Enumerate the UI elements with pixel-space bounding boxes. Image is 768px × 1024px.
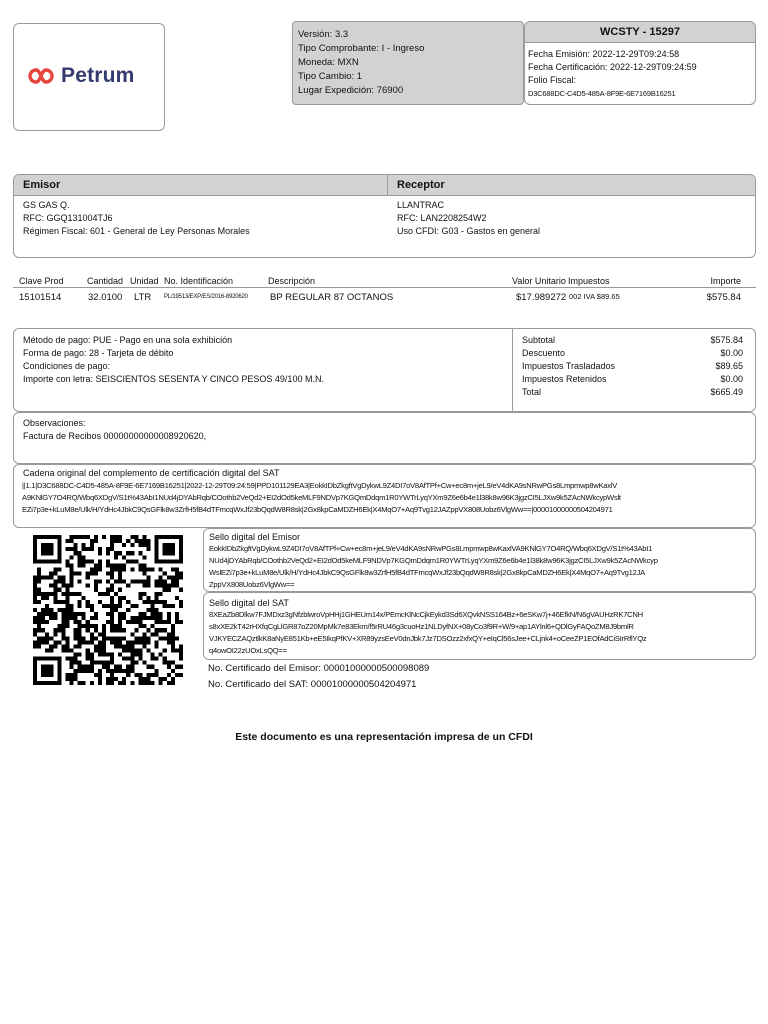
metodo-pago: Método de pago: PUE - Pago en una sola exhibición: [23, 335, 233, 345]
receptor-heading: Receptor: [397, 179, 445, 191]
fecha-certificacion: Fecha Certificación: 2022-12-29T09:24:59: [528, 62, 697, 72]
parties-divider: [387, 175, 388, 195]
moneda: Moneda: MXN: [298, 57, 359, 68]
row-impuestos: 002 IVA $89.65: [569, 292, 620, 301]
lugar-expedicion: Lugar Expedición: 76900: [298, 85, 404, 96]
total-label: Total: [522, 387, 542, 397]
col-cantidad: Cantidad: [87, 276, 124, 286]
folio-fiscal-uuid: D3C688DC-C4D5-485A-8F9E-6E7169B16251: [528, 89, 676, 98]
qr-code: [33, 535, 183, 685]
petrum-logo-icon: [24, 66, 58, 86]
emisor-heading: Emisor: [23, 179, 61, 191]
row-cantidad: 32.0100: [88, 292, 123, 303]
tipo-cambio: Tipo Cambio: 1: [298, 71, 363, 82]
emisor-rfc: RFC: GGQ131004TJ6: [23, 213, 113, 223]
sello-emisor-line: WslEZi7p3e+kLuM8e/Ulk/H/YdHc4JbkC9QsGFlk8w3ZrfH5fB4dTFmcqWxJf23bQqdW8R8sk|2Gx8kpCaMDZH6Ek|X4MqO7+Aq9Tvg12JA: [209, 568, 645, 577]
folio-box: [524, 21, 756, 105]
cadena-original-line: ||1.1|D3C688DC-C4D5-485A-8F9E-6E7169B16251|2022-12-29T09:24:59|PPD101129EA3|EokkIDbZkgftVgDykwL9Z4DI7oV8AfTPf+Cw+ec8m+jeL9/eV4dKA9sNRwPGs8Lmpmwp8wKaxlV: [22, 481, 618, 490]
observaciones-label: Observaciones:: [23, 418, 86, 428]
col-unidad: Unidad: [130, 276, 159, 286]
cadena-original-line: EZi7p3e+kLuM8e/Ulk/H/YdHc4JbkC9QsGFlk8w3ZrfH5fB4dTFmcqWxJf23bQqdW8R8sk|2Gx8kpCaMDZH6Ek|X4MqO7+Aq9Tvg12JAZppVX808Uobz6VlgWw==|00001000000504204971: [22, 505, 613, 514]
col-clave: Clave Prod: [19, 276, 64, 286]
row-clave: 15101514: [19, 292, 62, 303]
payment-box: [13, 328, 756, 412]
parties-box: [13, 174, 756, 258]
cadena-original-line: A9KNlGY7O4RQ/Wbq6XDgV/S1t%43AbI1NUd4jDYAbRqb/COothb2VeQd2+EI2dOd5keMLF9NDVp7KGQmDdqm1R0YWTrLyqYXm9Z6e6b4e1l38k8w96K3jgzCI5LJXw9k5ZAcNWkcypWslt: [22, 493, 621, 502]
emisor-regimen: Régimen Fiscal: 601 - General de Ley Personas Morales: [23, 226, 250, 236]
receptor-uso-cfdi: Uso CFDI: G03 - Gastos en general: [397, 226, 541, 236]
col-importe: Importe: [710, 276, 741, 286]
row-importe: $575.84: [706, 292, 741, 303]
parties-header: [14, 175, 755, 196]
sello-sat-label: Sello digital del SAT: [209, 598, 289, 608]
folio-fiscal-label: Folio Fiscal:: [528, 75, 577, 85]
importe-con-letra: Importe con letra: SEISCIENTOS SESENTA Y CINCO PESOS 49/100 M.N.: [23, 374, 324, 384]
col-descripcion: Descripción: [268, 276, 316, 286]
cadena-original-label: Cadena original del complemento de certificación digital del SAT: [23, 468, 280, 478]
condiciones-pago: Condiciones de pago:: [23, 361, 111, 371]
sello-emisor-label: Sello digital del Emisor: [209, 532, 301, 542]
sello-emisor-line: NUd4jDYAbRqb/COothb2VeQd2+EI2dOd5keMLF9NDVp7KGQmDdqm1R0YWTrLyqYXm9Z6e6b4e1l38k8w96K3jgzCI5LJXw9k5ZAcNWkcyp: [209, 556, 658, 565]
brand-name: Petrum: [61, 64, 135, 87]
sello-sat-line: q4owOI22zUOxLsQQ==: [209, 646, 287, 655]
fecha-emision: Fecha Emisión: 2022-12-29T09:24:58: [528, 49, 680, 59]
sello-sat-box: [203, 592, 756, 660]
logo-box: [13, 23, 165, 131]
impuestos-trasladados-value: $89.65: [715, 361, 743, 371]
impuestos-retenidos-value: $0.00: [720, 374, 743, 384]
descuento-value: $0.00: [720, 348, 743, 358]
impuestos-retenidos-label: Impuestos Retenidos: [522, 374, 607, 384]
forma-pago: Forma de pago: 28 - Tarjeta de débito: [23, 348, 174, 358]
sello-emisor-line: ZppVX808Uobz6VlgWw==: [209, 580, 295, 589]
receptor-rfc: RFC: LAN2208254W2: [397, 213, 487, 223]
total-value: $665.49: [710, 387, 743, 397]
cadena-original-box: [13, 464, 756, 528]
emisor-nombre: GS GAS Q.: [23, 200, 70, 210]
qr-modules: [33, 535, 183, 685]
sello-sat-line: s8xXE2kT42rHXfqCgLlGR87oZ20MpMk7e83Ekm/f5rRU46g3cuoHz1NLDyfNX+08yCo3f9R+W/9+ap1AYlnl6+QDlGyFAQoZM8J9bmlR: [209, 622, 634, 631]
observaciones-box: [13, 412, 756, 464]
row-unidad: LTR: [134, 292, 152, 303]
tipo-comprobante: Tipo Comprobante: I - Ingreso: [298, 43, 425, 54]
row-identificacion: PL/19513/EXP/ES/2016-8920620: [164, 294, 248, 300]
sello-sat-line: VJKYECZAQztlkK8aNyE851Kb+eE5IkqPfKV+XR89yzsEeV0dnJbk7Jz7DSOzz2xfxQY+eIqCl56sJee+CLjnk4+oCeeZP1EOfAdCiSIrRflYQz: [209, 634, 647, 643]
subtotal-value: $575.84: [710, 335, 743, 345]
row-descripcion: BP REGULAR 87 OCTANOS: [270, 292, 394, 303]
certificado-emisor: No. Certificado del Emisor: 00001000000500098089: [208, 663, 430, 674]
totals-divider: [512, 329, 513, 411]
impuestos-trasladados-label: Impuestos Trasladados: [522, 361, 616, 371]
receptor-nombre: LLANTRAC: [397, 200, 445, 210]
table-header-divider: [13, 287, 756, 288]
observaciones-text: Factura de Recibos 00000000000008920620,: [23, 431, 207, 441]
footer-note: Este documento es una representación impresa de un CFDI: [235, 731, 533, 743]
sello-emisor-box: [203, 528, 756, 592]
descuento-label: Descuento: [522, 348, 566, 358]
version: Versión: 3.3: [298, 29, 349, 40]
row-valor-unitario: $17.989272: [516, 292, 567, 303]
folio-title: WCSTY - 15297: [525, 22, 755, 43]
brand-logo: [24, 64, 135, 88]
col-valor-unitario: Valor Unitario: [512, 276, 566, 286]
comprobante-info: [292, 21, 524, 105]
sello-sat-line: 8XEaZb8Dlkw7FJMDxz3gNfzblwroVpHHj1GHEUm14x/PEmcKlNcCjkEykd3Sd6XQvkNSS164Bz+6eSKw7j+46EfkN/N6gVAUHzRK7CNH: [209, 610, 643, 619]
sello-emisor-line: EokkIDbZkgftVgDykwL9Z4DI7oV8AfTPf+Cw+ec8m+jeL9/eV4dKA9sNRwPGs8Lmpmwp8wKaxlVA9KNlGY7O4RQ/Wbq6XDgV/S1t%43AbI1: [209, 544, 653, 553]
col-identificacion: No. Identificación: [164, 276, 234, 286]
subtotal-label: Subtotal: [522, 335, 556, 345]
certificado-sat: No. Certificado del SAT: 00001000000504204971: [208, 679, 417, 690]
col-impuestos: Impuestos: [568, 276, 610, 286]
